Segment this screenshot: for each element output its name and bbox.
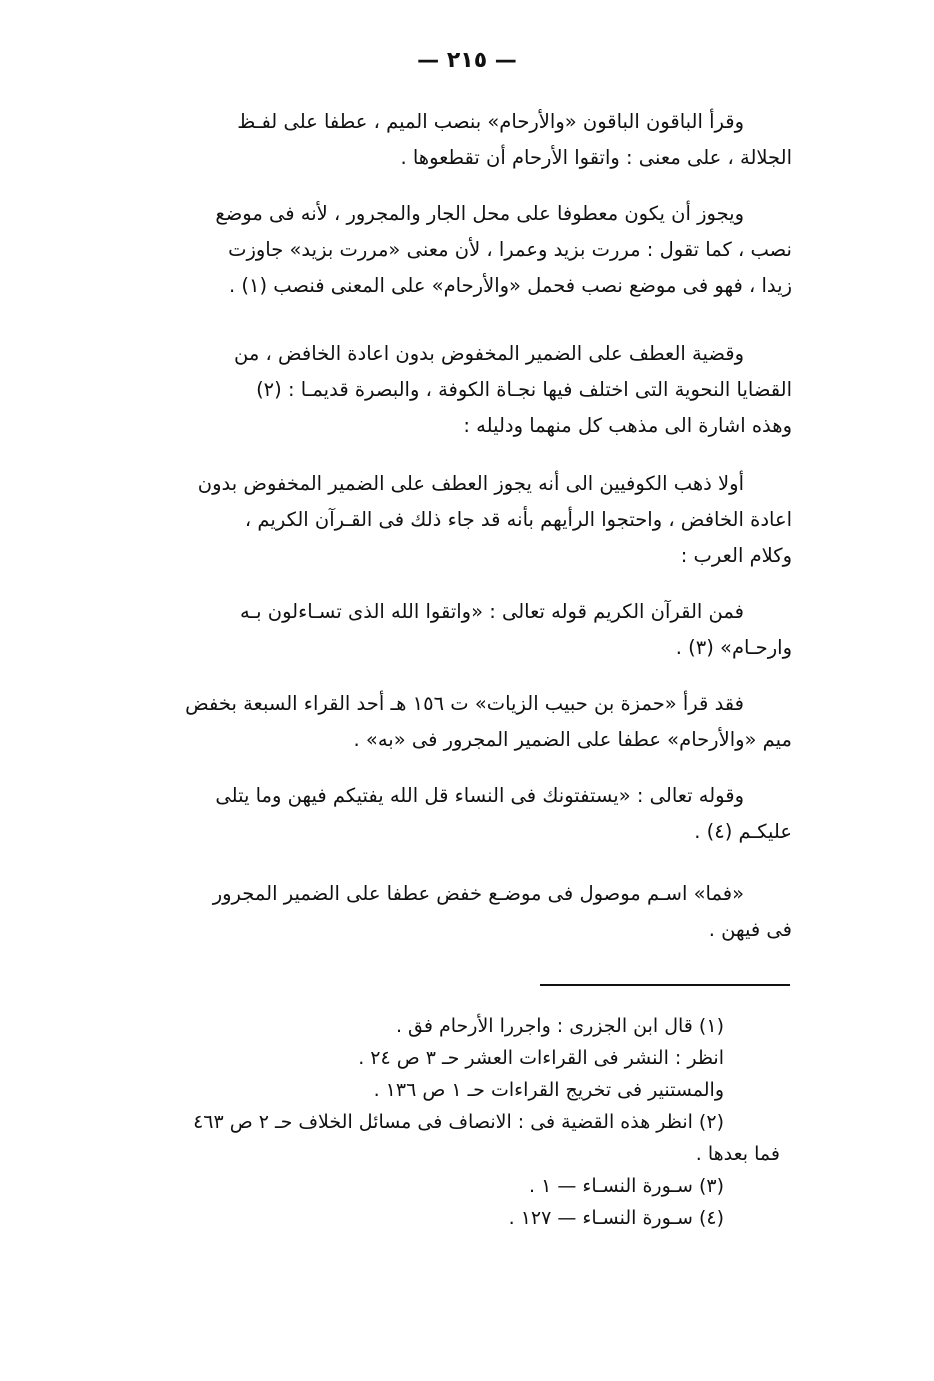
paragraph-3 [112,336,792,444]
text-line: وقوله تعالى : «يستفتونك فى النساء قل الله يفتيكم فيهن وما يتلى [215,784,744,807]
text-line: «فما» اسـم موصول فى موضـع خفض عطفا على الضمير المجرور [212,882,744,905]
text-line: وهذه اشارة الى مذهب كل منهما ودليله : [463,414,792,437]
paragraph-7 [112,778,792,850]
footnote-line: (١) قال ابن الجزرى : واجررا الأرحام فق . [395,1015,724,1037]
text-line: القضايا النحوية التى اختلف فيها نجـاة الكوفة ، والبصرة قديمـا : (٢) [256,378,792,401]
text-line: وكلام العرب : [680,544,792,567]
footnotes [112,1010,792,1234]
text-line: نصب ، كما تقول : مررت بزيد وعمرا ، لأن معنى «مررت بزيد» جاوزت [228,238,792,261]
footnote-divider [540,984,790,986]
text-line: وقضية العطف على الضمير المخفوض بدون اعادة الخافض ، من [234,342,744,365]
paragraph-6 [112,686,792,758]
text-line: اعادة الخافض ، واحتجوا الرأيهم بأنه قد جاء ذلك فى القـرآن الكريم ، [244,508,792,531]
paragraph-5 [112,594,792,666]
text-line: فمن القرآن الكريم قوله تعالى : «واتقوا الله الذى تسـاءلون بـه [239,600,744,623]
text-line: زيدا ، فهو فى موضع نصب فحمل «والأرحام» على المعنى فنصب (١) . [228,274,792,297]
text-line: فى فيهن . [708,918,792,941]
paragraph-8 [112,876,792,948]
footnote-line: (٢) انظر هذه القضية فى : الانصاف فى مسائل الخلاف حـ ٢ ص ٤٦٣ [193,1111,724,1133]
footnote-line: (٤) سـورة النسـاء — ١٢٧ . [508,1207,724,1229]
text-line: فقد قرأ «حمزة بن حبيب الزيات» ت ١٥٦ هـ أحد القراء السبعة بخفض [185,692,744,715]
text-line: وقرأ الباقون الباقون «والأرحام» بنصب الميم ، عطفا على لفـظ [237,110,744,133]
footnote-line: والمستنير فى تخريج القراءات حـ ١ ص ١٣٦ . [373,1079,724,1101]
text-line: أولا ذهب الكوفيين الى أنه يجوز العطف على الضمير المخفوض بدون [197,472,744,495]
text-line: الجلالة ، على معنى : واتقوا الأرحام أن تقطعوها . [400,146,792,169]
text-line: عليكـم (٤) . [694,820,792,843]
paragraph-4 [112,466,792,574]
text-line: ويجوز أن يكون معطوفا على محل الجار والمجرور ، لأنه فى موضع [215,202,744,225]
page-number: — ٢١٥ — [417,48,517,73]
paragraph-1 [112,104,792,176]
footnote-line: انظر : النشر فى القراءات العشر حـ ٣ ص ٢٤ . [358,1047,724,1069]
paragraph-2 [112,196,792,304]
footnote-line: فما بعدها . [695,1143,780,1165]
text-line: ميم «والأرحام» عطفا على الضمير المجرور فى «به» . [353,728,792,751]
text-line: وارحـام» (٣) . [675,636,792,659]
footnote-line: (٣) سـورة النسـاء — ١ . [529,1175,724,1197]
